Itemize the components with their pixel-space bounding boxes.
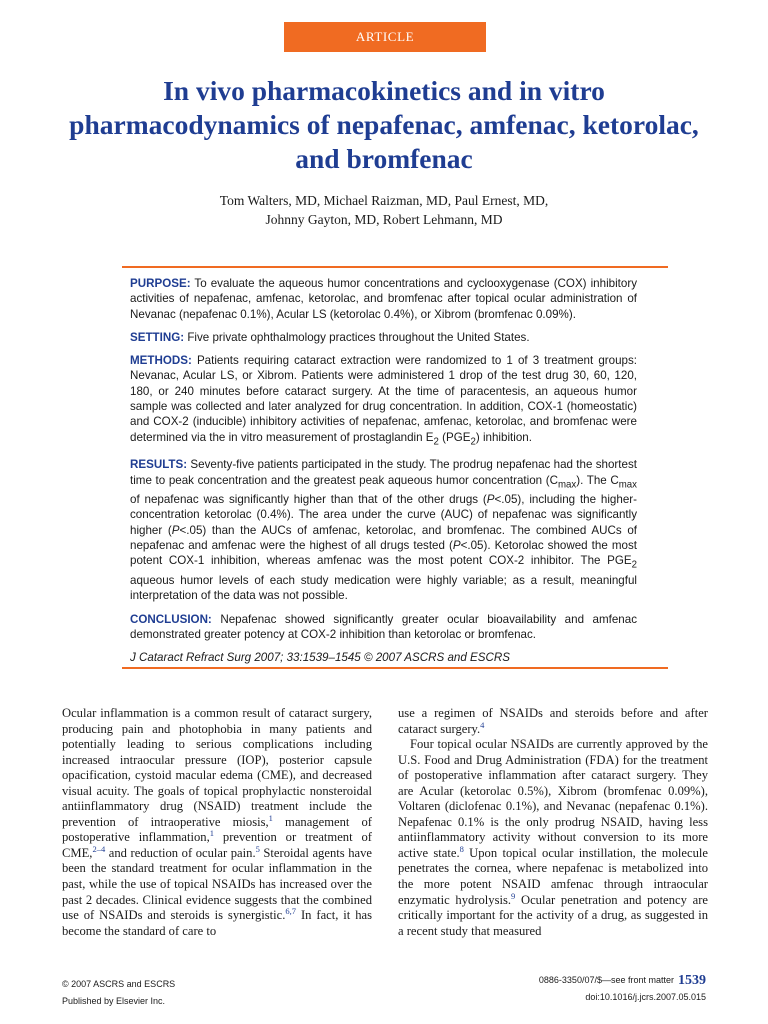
purpose-text: To evaluate the aqueous humor concentrations and cyclooxygenase (COX) inhibitory activities of nepafenac, amfenac, ketorolac, and bromfenac after topical ocular administration of Nevanac (nepafenac 0.1%), Acular LS (ketorolac 0.4%), or Xibrom (bromfenac 0.09%).: [130, 277, 638, 321]
body-column-left: [62, 706, 372, 939]
subscript: 2: [631, 559, 637, 571]
abstract-purpose: [130, 276, 637, 322]
publisher-text: Published by Elsevier Inc.: [62, 996, 166, 1006]
issn-text: 0886-3350/07/$—see front matter: [538, 975, 674, 985]
results-text: Seventy-five patients participated in the study. The prodrug nepafenac had the shortest time to peak concentration and the greatest peak aqueous humor concentration (C: [130, 458, 637, 487]
purpose-label: PURPOSE:: [130, 277, 191, 290]
page-number: 1539: [678, 973, 706, 988]
reference-link[interactable]: 1: [209, 828, 214, 839]
author-list: [100, 191, 668, 229]
body-text: use a regimen of NSAIDs and steroids before and after cataract surgery.: [398, 706, 708, 736]
body-text: Ocular inflammation is a common result of cataract surgery, producing pain and photophobia in many patients and potentially leading to serious complications including increased intraocular pressure (IOP), posterior capsule opacification, cystoid macular edema (CME), and decreased visual acuity. The goals of topical prophylactic nonsteroidal antiinflammatory drug (NSAID) treatment include the prevention of intraoperative miosis,: [62, 706, 372, 829]
reference-link[interactable]: 1: [268, 812, 273, 823]
reference-link[interactable]: 4: [480, 719, 485, 730]
article-title: In vivo pharmacokinetics and in vitro pharmacodynamics of nepafenac, amfenac, ketorolac, and bromfenac: [69, 75, 699, 174]
reference-link[interactable]: 2–4: [92, 843, 106, 854]
author-line: Tom Walters, MD, Michael Raizman, MD, Paul Ernest, MD,: [219, 193, 549, 208]
body-paragraph: [398, 706, 708, 737]
body-paragraph: [398, 737, 708, 939]
body-text: management of postoperative inflammation,: [62, 814, 372, 845]
article-type-banner: ARTICLE: [284, 22, 486, 52]
results-text: <.05). Ketorolac showed the most potent COX-1 inhibition, whereas amfenac was the most potent COX-2 inhibitor. The PGE: [130, 539, 637, 568]
methods-label: METHODS:: [130, 354, 192, 368]
results-text: <.05), including the higher-concentration ketorolac (0.4%). The area under the curve (AUC) of nepafenac was significantly higher (: [130, 493, 637, 537]
body-text: Upon topical ocular instillation, the molecule penetrates the cornea, where nepafenac is metabolized into the more potent NSAID amfenac through intraocular enzymatic hydrolysis.: [398, 845, 708, 907]
body-text: In fact, it has become the standard of care to: [62, 908, 373, 938]
abstract-top-rule: [122, 266, 668, 268]
body-text: Ocular penetration and potency are critically important for the activity of a drug, as suggested in a recent study that measured: [398, 892, 708, 938]
issn-line: [539, 972, 706, 989]
p-value-symbol: P: [452, 539, 461, 553]
p-value-symbol: P: [171, 523, 180, 537]
footer-left: [62, 976, 175, 1010]
results-text: of nepafenac was significantly higher than that of the other drugs (: [130, 493, 487, 507]
body-text: prevention or treatment of CME,: [62, 830, 372, 860]
results-text: <.05) than the AUCs of amfenac, ketorolac, and bromfenac. The combined AUCs of nepafenac and amfenac were the highest of all drugs tested (: [130, 523, 637, 553]
methods-text: ) inhibition.: [475, 430, 532, 444]
setting-text: Five private ophthalmology practices throughout the United States.: [187, 330, 530, 344]
setting-label: SETTING:: [130, 330, 185, 344]
conclusion-label: CONCLUSION:: [130, 612, 212, 626]
body-text: Four topical ocular NSAIDs are currently approved by the U.S. Food and Drug Administration (FDA) for the treatment of postoperative inflammation after cataract surgery. They are Acular (ketorolac 0.5%), Xibrom (bromfenac 0.09%), Voltaren (diclofenac 0.1%), and Nevanac (nepafenac 0.1%). Nepafenac 0.1% is the only prodrug NSAID, having less antiinflammatory activity without conversion to its more active state.: [398, 737, 708, 860]
p-value-symbol: P: [486, 493, 495, 507]
reference-link[interactable]: 8: [459, 843, 464, 854]
reference-link[interactable]: 6,7: [285, 905, 297, 916]
methods-text: Patients requiring cataract extraction were randomized to 1 of 3 treatment groups: Nevanac, Acular LS, or Xibrom. Patients were administered 1 drop of the test drug 30, 60, 120, 180, or 240 minutes before cataract surgery. At the time of paracentesis, an aqueous humor sample was collected and later analyzed for drug concentration. In addition, COX-1 (homeostatic) and COX-2 (inducible) inhibitory activities of nepafenac, amfenac, ketorolac, and bromfenac were determined via the in vitro measurement of prostaglandin E: [130, 354, 637, 444]
body-text: Steroidal agents have been the standard treatment for ocular inflammation in the past, while the use of topical NSAIDs has increased over the past 2 decades. Clinical evidence suggests that the combined use of NSAIDs and steroids is synergistic.: [62, 845, 372, 923]
abstract-setting: [130, 330, 637, 345]
subscript: max: [558, 478, 577, 490]
abstract-conclusion: [130, 612, 637, 643]
results-label: RESULTS:: [130, 458, 188, 472]
results-text: ). The C: [576, 473, 619, 487]
abstract-bottom-rule: [122, 667, 668, 669]
doi-text[interactable]: doi:10.1016/j.jcrs.2007.05.015: [585, 992, 706, 1002]
abstract: [130, 276, 637, 673]
abstract-methods: [130, 353, 637, 449]
conclusion-text: Nepafenac showed significantly greater ocular bioavailability and amfenac demonstrated greater potency at COX-2 inhibition than ketorolac or bromfenac.: [130, 612, 637, 641]
abstract-results: [130, 457, 637, 603]
subscript: max: [618, 478, 637, 490]
results-text: aqueous humor levels of each study medication were highly variable; as a result, meaningful interpretation of the data was not possible.: [130, 573, 637, 603]
methods-text: (PGE: [438, 430, 471, 444]
reference-link[interactable]: 9: [511, 890, 516, 901]
body-text: and reduction of ocular pain.: [105, 845, 256, 860]
footer-right: [539, 972, 706, 1006]
reference-link[interactable]: 5: [255, 843, 260, 854]
copyright-text: © 2007 ASCRS and ESCRS: [62, 979, 176, 989]
author-line: Johnny Gayton, MD, Robert Lehmann, MD: [265, 212, 503, 227]
journal-citation: J Cataract Refract Surg 2007; 33:1539–1545 © 2007 ASCRS and ESCRS: [130, 651, 510, 665]
subscript: 2: [433, 435, 439, 447]
body-paragraph: [62, 706, 372, 939]
body-column-right: [398, 706, 708, 939]
subscript: 2: [470, 435, 476, 447]
